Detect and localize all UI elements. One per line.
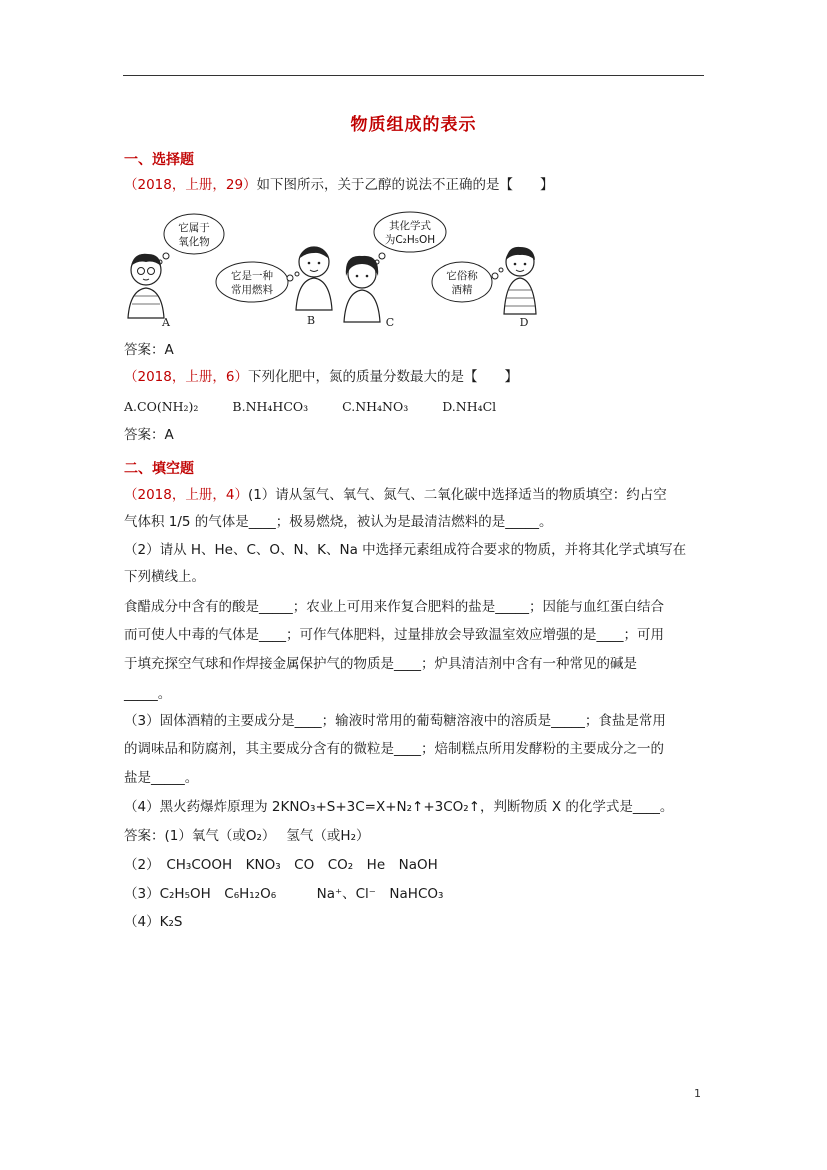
student-c-illustration [344, 256, 394, 329]
fill-q2-line-3: 食醋成分中含有的酸是_____；农业上可用来作复合肥料的盐是_____；因能与血红蛋白结合 [124, 599, 664, 615]
fill-q3-line-2: 的调味品和防腐剂，其主要成分含有的微粒是____；焙制糕点所用发酵粉的主要成分之一的 [124, 741, 664, 757]
page-title: 物质组成的表示 [350, 115, 477, 135]
bubble-c-line2: 为C₂H₅OH [384, 234, 436, 246]
fill-question-source: （2018，上册，4） [124, 487, 248, 503]
answer-2: 答案：A [124, 427, 174, 443]
fill-q2-line-6: _____。 [124, 686, 172, 702]
question-2 [124, 367, 518, 387]
option-b: B.NH₄HCO₃ [232, 399, 309, 414]
question-1-stem: 如下图所示，关于乙醇的说法不正确的是【 】 [256, 177, 554, 193]
bubble-a-line1: 它属于 [178, 222, 210, 234]
student-b-illustration [296, 247, 332, 327]
fill-q4: （4）黑火药爆炸原理为 2KNO₃+S+3C=X+N₂↑+3CO₂↑，判断物质 X 的化学式是____。 [124, 799, 674, 815]
fill-q1-part-a: (1）请从氢气、氧气、氮气、二氧化碳中选择适当的物质填空：约占空 [247, 487, 667, 503]
fill-answer-2: （2） CH₃COOH KNO₃ CO CO₂ He NaOH [124, 857, 438, 873]
figure-label-b: B [306, 314, 316, 327]
question-1 [124, 175, 554, 195]
fill-q2-line-5: 于填充探空气球和作焊接金属保护气的物质是____；炉具清洁剂中含有一种常见的碱是 [124, 656, 637, 672]
option-c: C.NH₄NO₃ [342, 399, 409, 414]
fill-q1-part-b: 气体积 1/5 的气体是____；极易燃烧，被认为是最清洁燃料的是_____。 [124, 514, 553, 530]
student-d-illustration [504, 247, 536, 329]
thought-bubble-d [432, 262, 503, 302]
question-2-stem: 下列化肥中，氮的质量分数最大的是【 】 [247, 369, 518, 385]
section-heading-fill: 二、填空题 [124, 461, 194, 477]
figure-label-a: A [162, 316, 170, 329]
question-2-options [124, 397, 496, 417]
question-1-source: （2018，上册，29） [124, 177, 257, 193]
option-d: D.NH₄Cl [442, 399, 497, 414]
thought-bubble-a [158, 214, 224, 264]
figure-label-c: C [385, 316, 395, 329]
page-number: 1 [694, 1087, 701, 1100]
thought-bubble-b [216, 262, 299, 302]
bubble-c-line1: 其化学式 [389, 220, 431, 232]
fill-question-line-1 [124, 485, 667, 505]
fill-answer-3: （3）C₂H₅OH C₆H₁₂O₆ Na⁺、Cl⁻ NaHCO₃ [124, 886, 444, 902]
answer-1: 答案：A [124, 342, 174, 358]
bubble-b-line1: 它是一种 [231, 270, 273, 282]
ethanol-figure [124, 210, 544, 332]
fill-answer-1: 答案：(1）氧气（或O₂） 氢气（或H₂） [124, 828, 370, 844]
header-rule [123, 75, 704, 76]
fill-answer-4: （4）K₂S [124, 914, 183, 930]
bubble-b-line2: 常用燃料 [231, 284, 273, 296]
thought-bubble-c [374, 212, 446, 264]
bubble-d-line1: 它俗称 [446, 270, 478, 282]
fill-q3-line-1: （3）固体酒精的主要成分是____；输液时常用的葡萄糖溶液中的溶质是_____；食盐是常用 [124, 713, 666, 729]
bubble-d-line2: 酒精 [451, 284, 473, 296]
fill-q2-part-a: （2）请从 H、He、C、O、N、K、Na 中选择元素组成符合要求的物质，并将其化学式填写在 [124, 542, 687, 558]
fill-q2-line-4: 而可使人中毒的气体是____；可作气体肥料，过量排放会导致温室效应增强的是____；可用 [124, 627, 664, 643]
fill-q2-part-b: 下列横线上。 [124, 569, 205, 585]
section-heading-choice: 一、选择题 [124, 152, 194, 168]
figure-label-d: D [519, 316, 529, 329]
fill-q3-line-3: 盐是_____。 [124, 770, 199, 786]
student-a-illustration [128, 254, 171, 329]
bubble-a-line2: 氧化物 [178, 236, 210, 248]
option-a: A.CO(NH₂)₂ [124, 399, 199, 414]
question-2-source: （2018，上册，6） [124, 369, 248, 385]
